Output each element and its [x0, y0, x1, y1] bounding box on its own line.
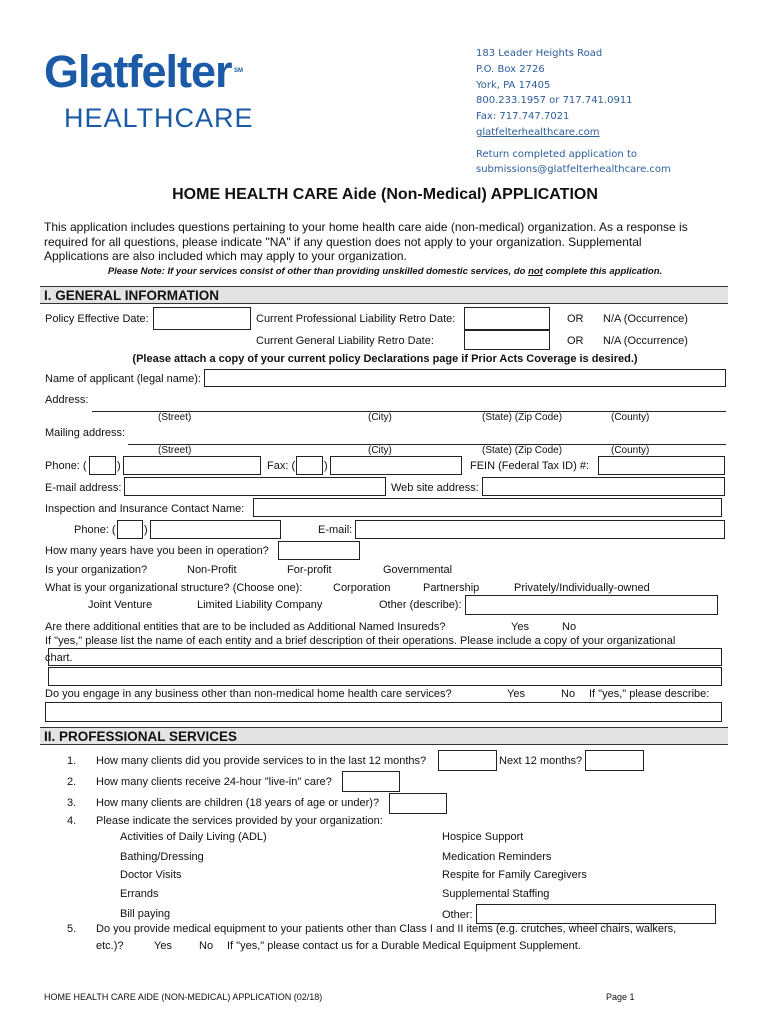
option-privately-owned[interactable]: Privately/Individually-owned [514, 582, 650, 594]
service-respite[interactable]: Respite for Family Caregivers [442, 869, 587, 881]
professional-retro-date-label: Current Professional Liability Retro Date: [256, 313, 456, 325]
address-fax: Fax: 717.747.7021 [476, 111, 570, 122]
option-llc[interactable]: Limited Liability Company [197, 599, 323, 611]
service-adl[interactable]: Activities of Daily Living (ADL) [120, 831, 267, 843]
contact-phone-paren: ) [144, 524, 148, 536]
email-label: E-mail address: [45, 482, 122, 494]
option-partnership[interactable]: Partnership [423, 582, 480, 594]
service-other-input[interactable] [476, 904, 716, 924]
address-line-1: 183 Leader Heights Road [476, 48, 603, 59]
applicant-name-input[interactable] [204, 369, 726, 387]
contact-email-label: E-mail: [318, 524, 353, 536]
service-bathing-dressing[interactable]: Bathing/Dressing [120, 851, 204, 863]
service-medication-reminders[interactable]: Medication Reminders [442, 851, 552, 863]
service-hospice-support[interactable]: Hospice Support [442, 831, 524, 843]
policy-effective-date-input[interactable] [153, 307, 251, 330]
option-for-profit[interactable]: For-profit [287, 564, 332, 576]
q2-number: 2. [67, 776, 77, 788]
county-caption: (County) [611, 412, 650, 423]
attach-declarations-note: (Please attach a copy of your current policy Declarations page if Prior Acts Coverage is desired.) [132, 353, 638, 365]
q3-number: 3. [67, 797, 77, 809]
additional-entities-question: Are there additional entities that are to be included as Additional Named Insureds? [45, 621, 446, 633]
state-zip-caption: (State) (Zip Code) [482, 412, 563, 423]
na-occurrence-option[interactable]: N/A (Occurrence) [603, 313, 688, 325]
contact-phone-label: Phone: ( [74, 524, 116, 536]
q4-services-label: Please indicate the services provided by your organization: [96, 815, 383, 827]
q1-next-12-label: Next 12 months? [499, 755, 583, 767]
other-business-question: Do you engage in any business other than non-medical home health care services? [45, 688, 452, 700]
entities-description-input-2[interactable] [48, 667, 722, 686]
inspection-contact-label: Inspection and Insurance Contact Name: [45, 503, 245, 515]
service-errands[interactable]: Errands [120, 888, 159, 900]
general-retro-date-label: Current General Liability Retro Date: [256, 335, 434, 347]
business-no-option[interactable]: No [561, 688, 576, 700]
q5-etc-label: etc.)? [96, 940, 124, 952]
footer-form-title: HOME HEALTH CARE AIDE (NON-MEDICAL) APPLICATION (02/18) [44, 992, 323, 1002]
q5-number: 5. [67, 923, 77, 935]
contact-phone-number-input[interactable] [150, 520, 281, 539]
business-yes-option[interactable]: Yes [507, 688, 525, 700]
contact-phone-area-code-input[interactable] [117, 520, 143, 539]
please-note: Please Note: If your services consist of other than providing unskilled domestic services, do not complete this application. [107, 266, 663, 277]
fax-area-code-input[interactable] [296, 456, 323, 475]
address-line-2: P.O. Box 2726 [476, 64, 545, 75]
q5-medical-equipment-question: Do you provide medical equipment to your patients other than Class I and II items (e.g. crutches, wheel chairs, walkers, [96, 923, 677, 935]
q2-live-in-input[interactable] [342, 771, 400, 792]
inspection-contact-input[interactable] [253, 498, 722, 517]
phone-paren: ) [117, 460, 121, 472]
q2-live-in-label: How many clients receive 24-hour "live-in" care? [96, 776, 332, 788]
service-doctor-visits[interactable]: Doctor Visits [120, 869, 182, 881]
intro-line-3: Applications are also included which may apply to your organization. [44, 249, 407, 263]
website-input[interactable] [482, 477, 725, 496]
or-label-2: OR [567, 335, 584, 347]
section-general-information-header: I. GENERAL INFORMATION [40, 286, 728, 304]
phone-label: Phone: ( [45, 460, 87, 472]
years-in-operation-input[interactable] [278, 541, 360, 560]
contact-email-input[interactable] [355, 520, 725, 539]
q4-number: 4. [67, 815, 77, 827]
org-structure-label: What is your organizational structure? (Choose one): [45, 582, 303, 594]
q1-clients-last-12-input[interactable] [438, 750, 497, 771]
q1-next-12-input[interactable] [585, 750, 644, 771]
return-instructions: Return completed application to [476, 149, 637, 160]
fax-number-input[interactable] [330, 456, 462, 475]
q1-number: 1. [67, 755, 77, 767]
logo-service-mark: SM [234, 68, 243, 74]
q5-no-option[interactable]: No [199, 940, 214, 952]
fein-label: FEIN (Federal Tax ID) #: [470, 460, 589, 472]
entities-description-input[interactable] [48, 648, 722, 666]
entities-no-option[interactable]: No [562, 621, 577, 633]
address-line-3: York, PA 17405 [476, 80, 551, 91]
intro-line-1: This application includes questions pertaining to your home health care aide (non-medical) organization. As a response is [44, 220, 688, 234]
service-other-label: Other: [442, 909, 473, 921]
general-retro-date-input[interactable] [464, 330, 550, 350]
other-business-input[interactable] [45, 702, 722, 722]
city-caption: (City) [368, 412, 392, 423]
option-governmental[interactable]: Governmental [383, 564, 453, 576]
fax-paren: ) [324, 460, 328, 472]
q3-children-label: How many clients are children (18 years of age or under)? [96, 797, 380, 809]
service-supplemental-staffing[interactable]: Supplemental Staffing [442, 888, 550, 900]
q5-yes-option[interactable]: Yes [154, 940, 172, 952]
other-structure-input[interactable] [465, 595, 718, 615]
entities-instructions: If "yes," please list the name of each entity and a brief description of their operations. Please include a copy of your organizational [45, 635, 676, 647]
fax-label: Fax: ( [267, 460, 296, 472]
policy-effective-date-label: Policy Effective Date: [45, 313, 149, 325]
submission-email[interactable]: submissions@glatfelterhealthcare.com [476, 164, 671, 175]
fein-input[interactable] [598, 456, 725, 475]
website-label: Web site address: [391, 482, 479, 494]
entities-yes-option[interactable]: Yes [511, 621, 529, 633]
option-non-profit[interactable]: Non-Profit [187, 564, 237, 576]
website-link[interactable]: glatfelterhealthcare.com [476, 127, 600, 138]
business-describe-label: If "yes," please describe: [589, 688, 710, 700]
service-bill-paying[interactable]: Bill paying [120, 908, 171, 920]
county-caption-2: (County) [611, 445, 650, 456]
intro-line-2: required for all questions, please indicate "NA" if any question does not apply to your organization. Supplemental [44, 235, 642, 249]
years-in-operation-label: How many years have you been in operation? [45, 545, 269, 557]
footer-page-number: Page 1 [606, 992, 635, 1002]
q5-dme-instructions: If "yes," please contact us for a Durable Medical Equipment Supplement. [227, 940, 581, 952]
phone-number-input[interactable] [123, 456, 261, 475]
logo-subtitle: HEALTHCARE [64, 103, 254, 133]
chart-label: chart. [45, 652, 73, 664]
option-other-label: Other (describe): [379, 599, 462, 611]
mailing-address-label: Mailing address: [45, 427, 126, 439]
logo-wordmark: Glatfelter [44, 46, 232, 97]
page-title: HOME HEALTH CARE Aide (Non-Medical) APPLICATION [172, 186, 598, 203]
street-caption-2: (Street) [158, 445, 192, 456]
organization-type-label: Is your organization? [45, 564, 148, 576]
applicant-name-label: Name of applicant (legal name): [45, 373, 201, 385]
q3-children-input[interactable] [389, 793, 447, 814]
state-zip-caption-2: (State) (Zip Code) [482, 445, 563, 456]
option-joint-venture[interactable]: Joint Venture [88, 599, 153, 611]
option-corporation[interactable]: Corporation [333, 582, 391, 594]
na-occurrence-option-2[interactable]: N/A (Occurrence) [603, 335, 688, 347]
or-label: OR [567, 313, 584, 325]
section-professional-services-header: II. PROFESSIONAL SERVICES [40, 727, 728, 745]
address-phones: 800.233.1957 or 717.741.0911 [476, 95, 633, 106]
professional-retro-date-input[interactable] [464, 307, 550, 330]
city-caption-2: (City) [368, 445, 392, 456]
phone-area-code-input[interactable] [89, 456, 116, 475]
address-label: Address: [45, 394, 89, 406]
email-input[interactable] [124, 477, 386, 496]
q1-clients-last-12-label: How many clients did you provide services to in the last 12 months? [96, 755, 427, 767]
street-caption: (Street) [158, 412, 192, 423]
